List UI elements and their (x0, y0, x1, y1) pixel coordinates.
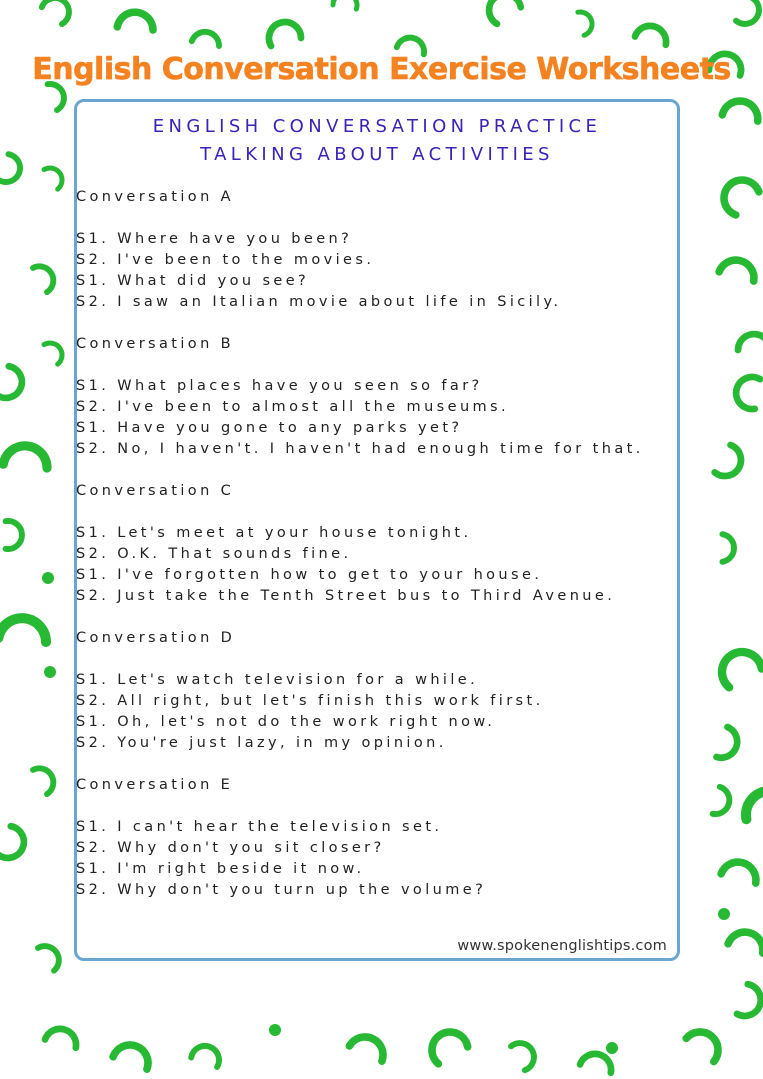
dialogue-line: S1. I've forgotten how to get to your house. (76, 567, 543, 583)
decorative-dot (606, 1042, 618, 1054)
decorative-arc (721, 862, 756, 883)
decorative-arc (746, 791, 763, 819)
decorative-arc (33, 266, 53, 292)
dialogue-line: S1. Have you gone to any parks yet? (76, 420, 463, 436)
decorative-arc (713, 787, 730, 814)
decorative-arc (3, 446, 47, 468)
dialogue-line: S1. Oh, let's not do the work right now. (76, 714, 496, 730)
decorative-arc (117, 12, 153, 30)
decorative-arc (113, 1045, 148, 1069)
decorative-arc (44, 168, 62, 189)
decorative-arc (737, 984, 761, 1016)
decorative-arc (635, 26, 666, 45)
decorative-arc (432, 1032, 468, 1064)
page-headline: English Conversation Exercise Worksheets (32, 52, 731, 87)
decorative-arc (191, 1046, 219, 1067)
decorative-arc (45, 1029, 76, 1048)
decorative-arc (736, 0, 759, 24)
decorative-arc (722, 652, 762, 687)
dialogue-line: S2. I saw an Italian movie about life in Sicily. (76, 294, 562, 310)
decorative-arc (0, 618, 46, 642)
decorative-arc (722, 101, 758, 121)
decorative-arc (736, 377, 760, 409)
website-footer: www.spokenenglishtips.com (457, 938, 667, 954)
dialogue-line: S1. I can't hear the television set. (76, 819, 443, 835)
decorative-arc (578, 12, 592, 35)
dialogue-line: S2. All right, but let's finish this work first. (76, 693, 544, 709)
conversation-heading: Conversation C (76, 483, 235, 499)
decorative-arc (580, 1054, 611, 1073)
dialogue-line: S1. I'm right beside it now. (76, 861, 365, 877)
conversation-heading: Conversation D (76, 630, 236, 646)
decorative-arc (0, 826, 24, 858)
decorative-arc (724, 180, 759, 215)
decorative-dot (42, 572, 54, 584)
decorative-arc (33, 768, 53, 794)
dialogue-line: S2. Just take the Tenth Street bus to Third Avenue. (76, 588, 616, 604)
conversation-heading: Conversation E (76, 777, 234, 793)
decorative-arc (269, 22, 301, 46)
decorative-arc (728, 932, 763, 953)
dialogue-line: S1. What places have you seen so far? (76, 378, 483, 394)
conversation-heading: Conversation A (76, 189, 234, 205)
decorative-arc (0, 366, 22, 398)
conversation-section (76, 334, 696, 460)
dialogue-line: S1. What did you see? (76, 273, 310, 289)
card-title-line-1: ENGLISH CONVERSATION PRACTICE (152, 116, 602, 137)
decorative-arc (738, 334, 763, 360)
decorative-arc (0, 154, 20, 182)
dialogue-line: S2. Why don't you turn up the volume? (76, 882, 487, 898)
decorative-arc (686, 1032, 718, 1062)
decorative-arc (6, 521, 22, 549)
card-title-line-2: TALKING ABOUT ACTIVITIES (200, 144, 554, 165)
decorative-arc (48, 84, 64, 110)
decorative-arc (349, 1037, 383, 1061)
decorative-arc (192, 32, 219, 46)
decorative-arc (717, 727, 738, 758)
dialogue-line: S2. Why don't you sit closer? (76, 840, 385, 856)
decorative-dot (44, 666, 56, 678)
dialogue-line: S2. I've been to almost all the museums. (76, 399, 510, 415)
dialogue-line: S2. O.K. That sounds fine. (76, 546, 352, 562)
conversation-section (76, 628, 696, 754)
conversation-section (76, 187, 696, 313)
decorative-arc (38, 946, 59, 971)
conversation-section (76, 775, 696, 901)
decorative-arc (722, 534, 734, 562)
decorative-arc (489, 0, 521, 24)
decorative-dot (269, 1024, 281, 1036)
conversation-section (76, 481, 696, 607)
dialogue-line: S2. I've been to the movies. (76, 252, 375, 268)
dialogue-line: S2. No, I haven't. I haven't had enough time for that. (76, 441, 644, 457)
decorative-dot (718, 908, 730, 920)
dialogue-line: S1. Let's meet at your house tonight. (76, 525, 472, 541)
dialogue-line: S1. Where have you been? (76, 231, 353, 247)
decorative-arc (719, 260, 754, 281)
conversation-list (76, 187, 696, 901)
decorative-arc (44, 343, 62, 364)
decorative-arc (42, 0, 69, 24)
dialogue-line: S2. You're just lazy, in my opinion. (76, 735, 447, 751)
decorative-arc (333, 0, 357, 9)
conversation-heading: Conversation B (76, 336, 235, 352)
decorative-arc (511, 1043, 534, 1070)
dialogue-line: S1. Let's watch television for a while. (76, 672, 479, 688)
decorative-arc (715, 445, 741, 476)
